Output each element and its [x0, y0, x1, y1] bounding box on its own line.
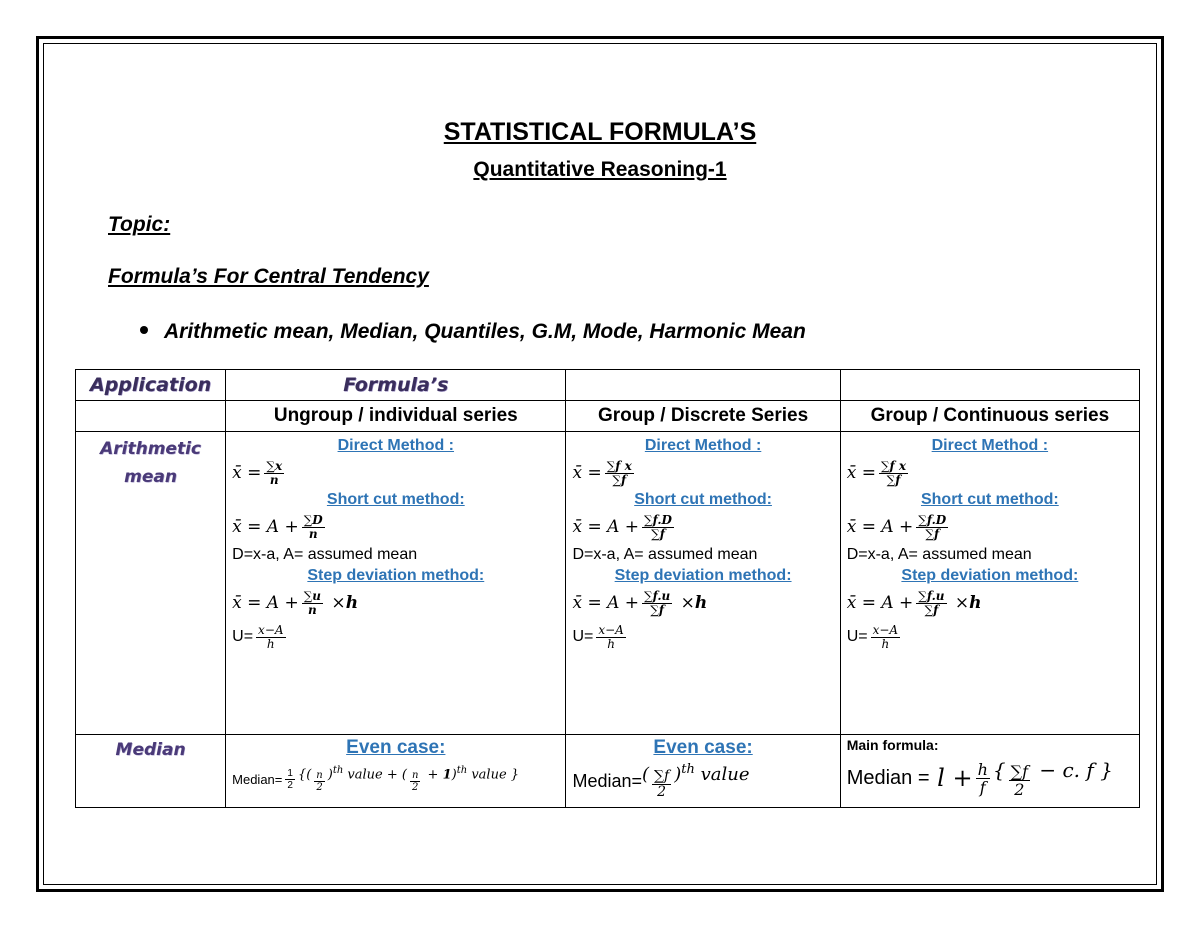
row-label-median: Median	[76, 735, 226, 808]
direct-method-label: Direct Method :	[644, 437, 762, 454]
continuous-median-formula	[840, 735, 1139, 808]
u-formula: U= $\frac{x-A}{h}$	[572, 622, 624, 651]
column-header: Group / Discrete Series	[566, 401, 840, 432]
shortcut-formula: x̄ = A + $\frac{\sum f.D}{\sum f}$	[572, 512, 672, 541]
section-heading: Formula’s For Central Tendency	[108, 265, 429, 288]
bullet-icon	[140, 326, 148, 334]
direct-formula: x̄ = $\frac{\text{∑f x}}{\sum f}$	[572, 458, 632, 487]
shortcut-method-label: Short cut method:	[326, 491, 465, 508]
discrete-mean-formulas	[566, 432, 840, 735]
step-formula: x̄ = A + $\frac{\sum u}{n}$ × h	[232, 588, 359, 617]
even-case-label: Even case:	[346, 737, 446, 758]
column-header: Group / Continuous series	[840, 401, 1139, 432]
shortcut-method-label: Short cut method:	[920, 491, 1059, 508]
column-header: Ungroup / individual series	[226, 401, 566, 432]
direct-method-label: Direct Method :	[931, 437, 1049, 454]
application-header: Application	[76, 370, 226, 401]
empty-header-cell	[566, 370, 840, 401]
d-note: D=x-a, A= assumed mean	[572, 546, 758, 563]
formulas-header: Formula’s	[226, 370, 566, 401]
d-note: D=x-a, A= assumed mean	[846, 546, 1032, 563]
shortcut-formula: x̄ = A + $\frac{\sum D}{n}$	[232, 512, 323, 541]
u-formula: U= $\frac{x-A}{h}$	[846, 622, 899, 651]
table-header-row	[76, 370, 1140, 401]
document-title: STATISTICAL FORMULA’S	[443, 118, 757, 146]
ungrouped-median-formula	[226, 735, 566, 808]
step-method-label: Step deviation method:	[614, 567, 792, 584]
shortcut-method-label: Short cut method:	[634, 491, 772, 508]
column-header-row	[76, 401, 1140, 432]
shortcut-formula: x̄ = A + $\frac{\sum f.D}{\sum f}$	[846, 512, 947, 541]
step-formula: x̄ = A + $\frac{\sum f.u}{\sum f}$ × h	[572, 588, 708, 617]
empty-cell	[76, 401, 226, 432]
d-note: D=x-a, A= assumed mean	[232, 546, 418, 563]
row-label-arithmetic-mean: Arithmetic mean	[76, 432, 226, 735]
step-method-label: Step deviation method:	[307, 567, 485, 584]
median-main-formula: Median = l + $\frac{h}{f}$ { $\frac{\sum f}{2}$ − c. f }	[846, 758, 1113, 799]
step-method-label: Step deviation method:	[901, 567, 1079, 584]
median-row	[76, 735, 1140, 808]
direct-formula: x̄ = $\frac{\sum x}{n}$	[232, 458, 283, 487]
u-formula: U= $\frac{x-A}{h}$	[232, 622, 284, 651]
direct-formula: x̄ = $\frac{\text{∑f x}}{\sum f}$	[846, 458, 907, 487]
empty-header-cell	[840, 370, 1139, 401]
median-even-formula: Median= $\frac{1}{2}$ {( $\frac{n}{2}$ )$^{th}$ value + ( $\frac{n}{2}$ + 1)$^{th}$ value }	[232, 764, 520, 794]
formula-table	[75, 369, 1140, 808]
median-discrete-formula: Median= ( $\frac{\sum f}{2}$ )$^{th}$ value	[572, 762, 750, 800]
direct-method-label: Direct Method :	[337, 437, 455, 454]
document-subtitle: Quantitative Reasoning-1	[473, 158, 727, 181]
discrete-median-formula	[566, 735, 840, 808]
arithmetic-mean-row	[76, 432, 1140, 735]
continuous-mean-formulas	[840, 432, 1139, 735]
main-formula-label: Main formula:	[846, 737, 939, 753]
topic-label: Topic:	[108, 213, 171, 236]
step-formula: x̄ = A + $\frac{\sum f.u}{\sum f}$ × h	[846, 588, 982, 617]
even-case-label: Even case:	[653, 737, 753, 758]
ungrouped-mean-formulas	[226, 432, 566, 735]
bullet-item: Arithmetic mean, Median, Quantiles, G.M, Mode, Harmonic Mean	[140, 320, 806, 344]
